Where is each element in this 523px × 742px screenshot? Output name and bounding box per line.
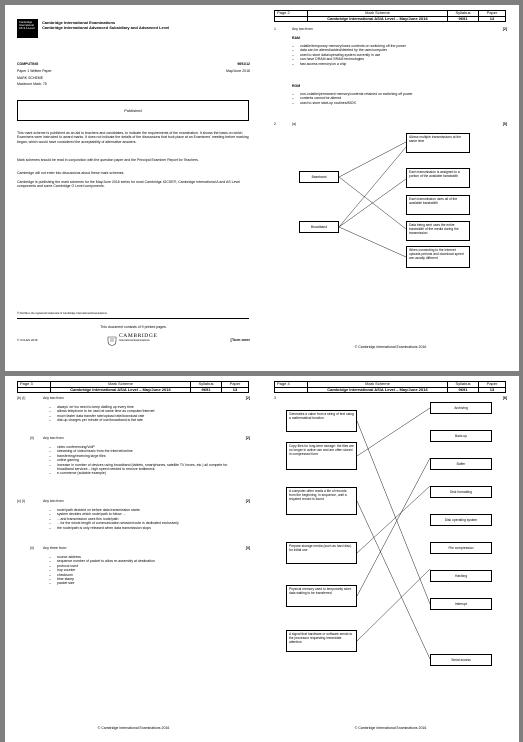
q2-part: (a)	[292, 122, 297, 126]
definition-box: A signal that hardware or software sends to the processor requesting immediate attention	[286, 630, 357, 652]
header-syllabus-label: Syllabus	[448, 11, 479, 17]
term-hashing: Hashing	[430, 570, 492, 582]
list-item: – …and transmission uses this route/path	[49, 517, 239, 521]
match-box: Data being sent uses the entire bandwidth of the media during the transmission	[406, 221, 470, 241]
page-number: Page 3	[18, 382, 51, 388]
list-item: – video conferencing/VoIP	[49, 445, 239, 449]
q1-marks: [2]	[502, 27, 507, 31]
list-item: – non-volatile/permanent memory/contents retained on switching off power	[292, 92, 492, 96]
connector-lines	[262, 5, 519, 371]
term-file-compression: File compression	[430, 542, 492, 554]
page-number: Page 4	[275, 382, 308, 388]
trademark-note: ® IGCSE is the registered trademark of Cambridge International Examinations.	[17, 312, 108, 315]
header-syllabus-label: Syllabus	[191, 382, 222, 388]
term-buffer: Buffer	[430, 458, 492, 470]
box-baseband: Baseband	[299, 171, 339, 183]
org-line-2: Cambridge International Advanced Subsidiary and Advanced Level	[42, 25, 170, 30]
list-item: – data can be altered/added/deleted by the user/computer	[292, 48, 492, 52]
definition-box: Physical memory used to temporarily store data waiting to be transferred	[286, 585, 357, 607]
publishing-paragraph: Cambridge is publishing the mark schemes for the May/June 2016 series for most Cambridge IGCSE®, Cambridge International A and AS Level components and some Cambridge O Level components.	[17, 180, 240, 189]
discussion-paragraph: Cambridge will not enter into discussions about these mark schemes.	[17, 171, 125, 175]
mark-scheme-label: MARK SCHEME	[17, 76, 44, 80]
list-item: – increase in number of devices using broadband (tablets, smartphones, satellite TV boxes, etc.) all compete for broadband services – high speed needed to remove bottleneck	[49, 463, 239, 472]
q2bii-marks: [2]	[245, 436, 250, 440]
q2c-part: (c) (i)	[17, 499, 26, 503]
list-item: – used to store data/operating system currently in use	[292, 53, 492, 57]
header-syllabus: 9691	[448, 387, 479, 393]
header-scheme-label: Mark Scheme	[308, 382, 448, 388]
header-paper: 13	[479, 387, 506, 393]
header-subtitle: Cambridge International AS/A Level – May/June 2016	[308, 16, 448, 22]
q1-text: Any two from:	[292, 27, 314, 31]
cambridge-wordmark: CAMBRIDGE	[119, 333, 158, 339]
list-item: – …for the whole length of communication session/route is dedicated exclusively	[49, 521, 239, 525]
list-item: – source address	[49, 555, 239, 559]
published-box	[17, 100, 249, 121]
list-item: – route/path decided on before data transmission starts	[49, 508, 239, 512]
list-item: – online gaming	[49, 458, 239, 462]
term-serial-access: Serial access	[430, 654, 492, 666]
divider	[17, 318, 249, 319]
q3-marks: [6]	[502, 396, 507, 400]
q2-marks: [5]	[502, 122, 507, 126]
list-item: – contents cannot be altered	[292, 96, 492, 100]
q2c-text: Any two from:	[43, 499, 65, 503]
crest-icon	[107, 333, 117, 343]
page-footer: © Cambridge International Examinations 2016	[354, 726, 427, 730]
intro-paragraph: This mark scheme is published as an aid to teachers and candidates, to indicate the requirements of the examination. It shows the basis on which Examiners were instructed to award marks. It does not indicate the details of the discussions that took place at an Examiners' meeting before marking began, which would have considered the acceptability of alternative answers.	[17, 131, 249, 144]
q3-number: 3	[274, 396, 276, 400]
q2cii-list	[49, 555, 239, 586]
list-item: – always 'on'/no need to keep dialling up every time	[49, 405, 239, 409]
term-interrupt: Interrupt	[430, 598, 492, 610]
list-item: – e-commerce (suitable example)	[49, 471, 239, 475]
box-broadband: Broadband	[299, 221, 339, 233]
q2cii-part: (ii)	[30, 546, 34, 550]
ucles-footer: © UCLES 2016	[17, 338, 38, 342]
term-disk-operating-system: Disk operating system	[430, 514, 492, 526]
definition-box: A computer often reads a file of records from the beginning, in sequence, until a required record is found	[286, 487, 357, 515]
paper-title: Paper 1 Written Paper	[17, 69, 52, 73]
header-subtitle: Cambridge International AS/A Level – May/June 2016	[51, 387, 191, 393]
definition-box: Generates a value from a string of text using a mathematical function	[286, 410, 357, 432]
list-item: – packet size	[49, 581, 239, 585]
list-item: – fast access memory/on a chip	[292, 62, 492, 66]
term-archiving: Archiving	[430, 402, 492, 414]
q2bii-list	[49, 445, 239, 476]
list-item: – protocol used	[49, 564, 239, 568]
q2b-part: (b) (i)	[17, 396, 26, 400]
logo-text: Cambridge International AS & A Level	[19, 21, 35, 31]
term-back-up: Back-up	[430, 430, 492, 442]
header-syllabus: 9691	[448, 16, 479, 22]
q2-number: 2	[274, 122, 276, 126]
term-disk-formatting: Disk formatting	[430, 486, 492, 498]
header-paper: 13	[479, 16, 506, 22]
q2b-marks: [2]	[245, 396, 250, 400]
list-item: – streaming of video/music from the Internet/online	[49, 449, 239, 453]
org-line-1: Cambridge International Examinations	[42, 20, 116, 25]
list-item: – transferring/receiving large files	[49, 454, 239, 458]
page-footer: © Cambridge International Examinations 2016	[354, 345, 427, 349]
subject: COMPUTING	[17, 62, 39, 66]
match-box: Each transmission is assigned to a portion of the available bandwidth	[406, 168, 470, 188]
paper-code: 9691/12	[237, 62, 250, 66]
list-item: – time stamp	[49, 577, 239, 581]
list-item: – can have DRAM and SRAM technologies	[292, 57, 492, 61]
q2b-list	[49, 405, 239, 423]
list-item: – the route/path is only released when data transmission stops	[49, 526, 239, 530]
page-number: Page 2	[275, 11, 308, 17]
list-item: – much faster data transfer rate/upload rate/download rate	[49, 414, 239, 418]
list-item: – system decides which route/path to follow …	[49, 512, 239, 516]
page-4	[262, 376, 519, 742]
page-2	[262, 5, 519, 371]
page-header	[17, 381, 249, 393]
cambridge-subtitle: International Examinations	[119, 339, 150, 342]
list-item: – dial-up charges per minute of use/broadband is flat rate	[49, 418, 239, 422]
q2cii-marks: [3]	[245, 546, 250, 550]
definition-box: Prepare storage media (such as hard disc) for initial use	[286, 542, 357, 564]
turn-over: [Turn over	[230, 337, 250, 342]
header-paper-label: Paper	[479, 382, 506, 388]
list-item: – volatile/temporary memory/loses contents on switching off the power	[292, 44, 492, 48]
q2cii-text: Any three from:	[43, 546, 67, 550]
q2bii-part: (ii)	[30, 436, 34, 440]
q2b-text: Any two from:	[43, 396, 65, 400]
page-3	[5, 376, 262, 742]
cambridge-logo	[17, 19, 38, 38]
header-scheme-label: Mark Scheme	[51, 382, 191, 388]
list-item: – hop counter	[49, 568, 239, 572]
header-syllabus-label: Syllabus	[448, 382, 479, 388]
list-item: – checksum	[49, 573, 239, 577]
match-box: Each transmission uses all of the available bandwidth	[406, 195, 470, 215]
ram-label: RAM	[292, 36, 300, 40]
q2c-list	[49, 508, 239, 530]
match-box: Allows multiple transmissions at the same time	[406, 133, 470, 153]
q1-number: 1	[274, 27, 276, 31]
page-count-note: This document consists of 9 printed pages.	[100, 325, 167, 329]
list-item: – sequence number of packet to allow re-assembly at destination	[49, 559, 239, 563]
header-syllabus: 9691	[191, 387, 222, 393]
page-1	[5, 5, 262, 371]
header-paper-label: Paper	[222, 382, 249, 388]
header-paper: 13	[222, 387, 249, 393]
list-item: – allows telephone to be used at same time as computer/Internet	[49, 409, 239, 413]
list-item: – used to store start-up routines/BIOS	[292, 101, 492, 105]
max-mark: Maximum Mark: 75	[17, 82, 47, 86]
definition-box: Copy files for long-term storage: the files are no longer in active use and are often stored in compressed form	[286, 442, 357, 470]
session: May/June 2016	[226, 69, 250, 73]
q2bii-text: Any two from:	[43, 436, 65, 440]
header-subtitle: Cambridge International AS/A Level – May/June 2016	[308, 387, 448, 393]
page-footer: © Cambridge International Examinations 2016	[97, 726, 170, 730]
rom-label: ROM	[292, 84, 301, 88]
match-box: When connecting to the Internet uploads periods and download speed are usually different	[406, 246, 470, 268]
header-paper-label: Paper	[479, 11, 506, 17]
q2c-marks: [2]	[245, 499, 250, 503]
header-scheme-label: Mark Scheme	[308, 11, 448, 17]
published-label: Published	[124, 108, 142, 113]
reading-paragraph: Mark schemes should be read in conjunction with the question paper and the Principal Examiner Report for Teachers.	[17, 158, 199, 162]
